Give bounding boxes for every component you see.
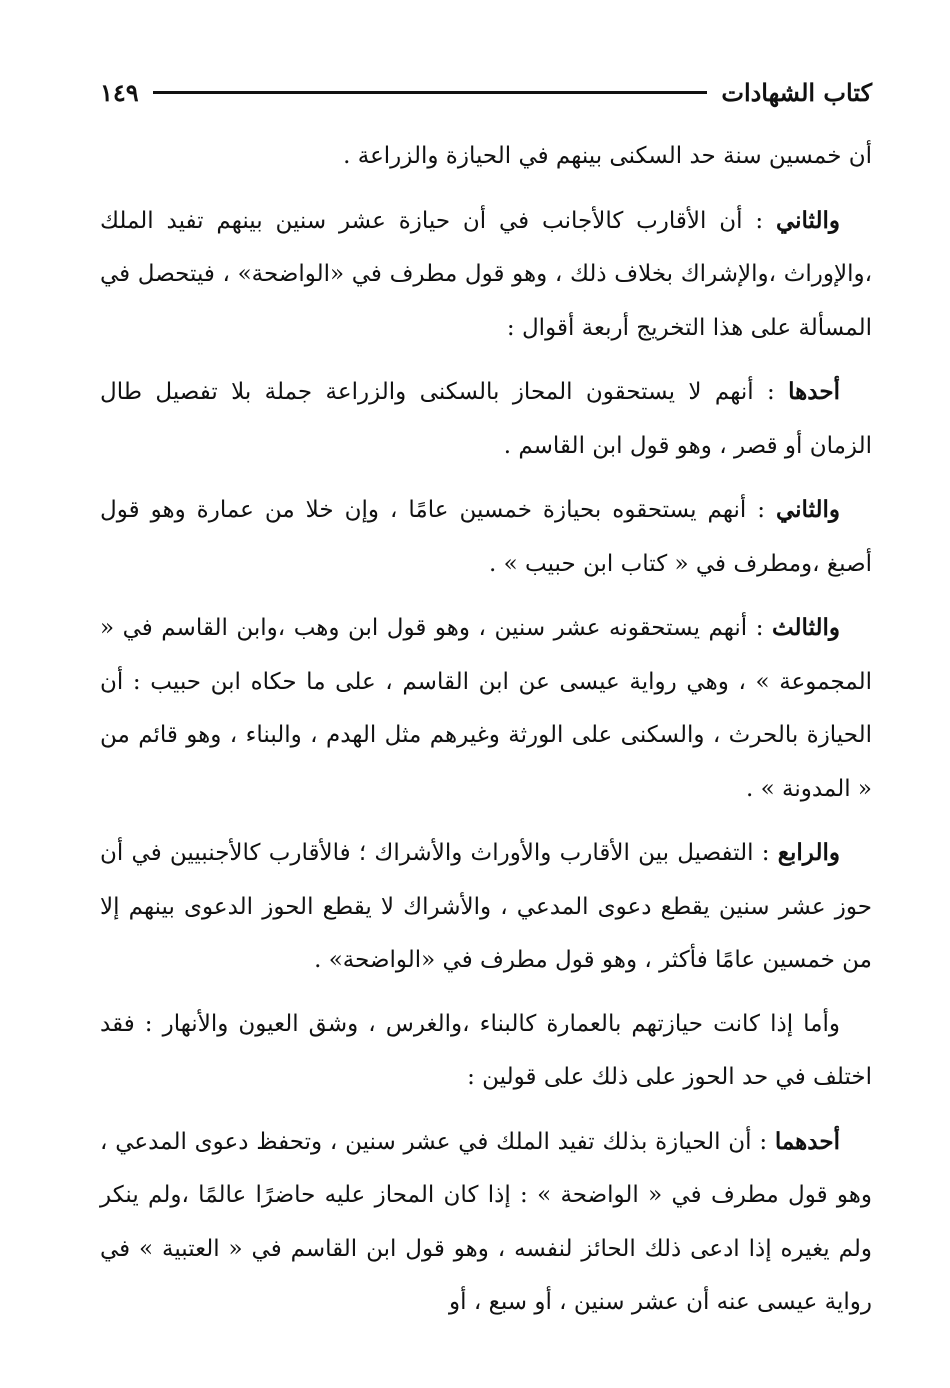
paragraph-second-opinion: [100, 194, 872, 356]
paragraph-lead: والرابع: [777, 839, 840, 866]
paragraph-lead: أحدهما: [774, 1127, 840, 1155]
header-rule: [153, 91, 708, 94]
paragraph-continuation: [100, 130, 872, 184]
paragraph-text: : التفصيل بين الأقارب والأوراث والأشراك ؛ فالأقارب كالأجنبيين في أن حوز عشر سنين يقطع دعوى المدعي ، والأشراك لا يقطع الحوز الدعوى بينهم إلا من خمسين عامًا فأكثر ، وهو قول مطرف في «الواضحة» .: [100, 840, 872, 973]
paragraph-text: : أنهم لا يستحقون المحاز بالسكنى والزراعة جملة بلا تفصيل طال الزمان أو قصر ، وهو قول ابن القاسم .: [100, 379, 872, 459]
paragraph-second-saying: [100, 483, 872, 591]
paragraph-text: : أن الحيازة بذلك تفيد الملك في عشر سنين ، وتحفظ دعوى المدعي ، وهو قول مطرف في « الواضحة » : إذا كان المحاز عليه حاضرًا عالمًا ،ولم ينكر ولم يغيره إذا ادعى ذلك الحائز لنفسه ، وهو قول ابن القاسم في « العتبية » في رواية عيسى عنه أن عشر سنين ، أو سبع ، أو: [100, 1128, 872, 1315]
paragraph-text: وأما إذا كانت حيازتهم بالعمارة كالبناء ،والغرس ، وشق العيون والأنهار : فقد اختلف في حد الحوز على ذلك على قولين :: [100, 1010, 872, 1090]
paragraph-first-saying: [100, 365, 872, 473]
paragraph-text: : أن الأقارب كالأجانب في أن حيازة عشر سنين بينهم تفيد الملك ،والإوراث ،والإشراك بخلاف ذلك ، وهو قول مطرف في «الواضحة» ، فيتحصل في المسألة على هذا التخريج أربعة أقوال :: [100, 207, 872, 341]
paragraph-first-of-two: [100, 1115, 872, 1330]
paragraph-text: أن خمسين سنة حد السكنى بينهم في الحيازة والزراعة .: [343, 143, 872, 169]
paragraph-lead: والثاني: [775, 206, 840, 234]
paragraph-text: : أنهم يستحقونه عشر سنين ، وهو قول ابن وهب ،وابن القاسم في « المجموعة » ، وهي رواية عيسى عن ابن القاسم ، على ما حكاه ابن حبيب : أن الحيازة بالحرث ، والسكنى على الورثة وغيرهم مثل الهدم ، والبناء ، وهو قائم من « المدونة » .: [100, 615, 872, 802]
running-header: [100, 72, 872, 112]
paragraph-lead: أحدها: [788, 378, 840, 405]
paragraph-third-saying: [100, 601, 872, 816]
page-number: ١٤٩: [100, 77, 139, 107]
paragraph-lead: والثالث: [771, 614, 841, 641]
paragraph-lead: والثاني: [775, 496, 841, 523]
paragraph-text: : أنهم يستحقوه بحيازة خمسين عامًا ، وإن خلا من عمارة وهو قول أصبغ ،ومطرف في « كتاب ابن حبيب » .: [100, 497, 872, 577]
chapter-title: كتاب الشهادات: [721, 77, 872, 107]
paragraph-cultivation: [100, 998, 872, 1105]
page-body: [100, 130, 872, 1330]
paragraph-fourth-saying: [100, 826, 872, 988]
